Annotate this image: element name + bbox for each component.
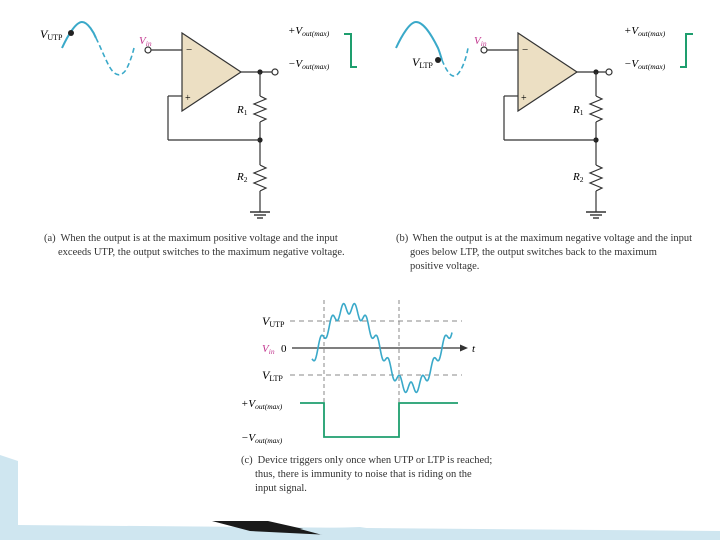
panel-b-out-pos-label: +Vout(max) — [624, 25, 666, 38]
panel-a-caption-tag: (a) — [44, 233, 56, 244]
panel-c-waveforms — [241, 300, 476, 445]
panel-c-vltp-label: VLTP — [262, 368, 283, 383]
panel-c-caption-line3: input signal. — [255, 483, 307, 494]
panel-b-ltp-point — [435, 57, 441, 63]
panel-a-out-pos-label: +Vout(max) — [288, 25, 330, 38]
panel-a-input-sine-dashed — [96, 38, 134, 75]
panel-c-vin-label: Vin — [262, 343, 275, 356]
panel-a-minus-sign: − — [186, 44, 193, 56]
panel-b-plus-sign: + — [521, 93, 527, 104]
panel-b-output-terminal — [606, 69, 612, 75]
panel-b-r1-resistor — [590, 96, 602, 122]
panel-a-r1-resistor — [254, 96, 266, 122]
panel-b-caption-line1: When the output is at the maximum negative voltage and the input — [412, 233, 693, 244]
panel-b-output-step — [680, 34, 693, 67]
panel-a-r1-label: R1 — [237, 104, 248, 117]
panel-c-caption-line1: Device triggers only once when UTP or LTP is reached; — [257, 455, 493, 466]
panel-a-plus-sign: + — [185, 93, 191, 104]
panel-a-r2-resistor — [254, 165, 266, 191]
panel-a-vin-label: Vin — [139, 35, 152, 48]
slide-decoration — [0, 455, 720, 540]
panel-a-r2-label: R2 — [237, 171, 248, 184]
panel-b-r2-label: R2 — [573, 171, 584, 184]
panel-c-t-label: t — [472, 343, 476, 355]
panel-a-circuit — [40, 22, 357, 218]
panel-c-vutp-label: VUTP — [262, 314, 285, 329]
panel-b-vin-label: Vin — [474, 35, 487, 48]
panel-b-ground-icon — [586, 212, 606, 218]
panel-b-caption-line3: positive voltage. — [410, 261, 480, 272]
panel-b-r2-resistor — [590, 165, 602, 191]
panel-a-caption-line2: exceeds UTP, the output switches to the maximum negative voltage. — [58, 247, 345, 258]
panel-a-utp-point — [68, 30, 74, 36]
panel-a-caption — [44, 232, 384, 260]
panel-b-vltp-label: VLTP — [412, 55, 433, 70]
panel-b-circuit — [396, 22, 693, 218]
panel-b-r1-label: R1 — [573, 104, 584, 117]
panel-b-caption — [396, 232, 716, 274]
panel-a-vutp-label: VUTP — [40, 27, 63, 42]
panel-b-out-neg-label: −Vout(max) — [624, 58, 666, 71]
panel-a-input-sine-solid — [62, 22, 96, 48]
panel-b-caption-line2: goes below LTP, the output switches back to the maximum — [410, 247, 657, 258]
panel-b-input-sine-dashed — [442, 48, 468, 76]
panel-a-caption-line1: When the output is at the maximum positive voltage and the input — [60, 233, 338, 244]
decor-left-light-wedge — [0, 455, 18, 540]
panel-a-output-terminal — [272, 69, 278, 75]
panel-c-time-arrow — [460, 345, 468, 352]
panel-c-zero-label: 0 — [281, 343, 287, 355]
panel-c-caption-tag: (c) — [241, 455, 253, 466]
panel-a-out-neg-label: −Vout(max) — [288, 58, 330, 71]
panel-b-minus-sign: − — [522, 44, 529, 56]
panel-c-out-neg-label: −Vout(max) — [241, 432, 283, 445]
panel-a-ground-icon — [250, 212, 270, 218]
panel-a-output-step — [344, 34, 357, 67]
panel-b-caption-tag: (b) — [396, 233, 409, 244]
panel-c-out-pos-label: +Vout(max) — [241, 398, 283, 411]
panel-c-caption-line2: thus, there is immunity to noise that is riding on the — [255, 469, 472, 480]
panel-c-output-wave — [300, 403, 458, 437]
